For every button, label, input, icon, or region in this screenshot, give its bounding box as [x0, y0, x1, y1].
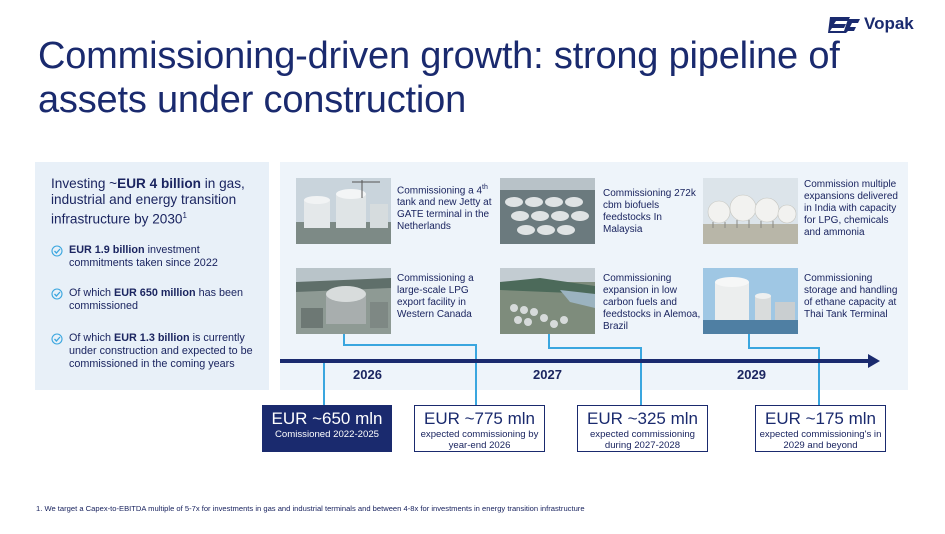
bullet-commitments: EUR 1.9 billion investment commitments taken since 2022: [51, 244, 261, 270]
amount-box-2029: EUR ~175 mln expected commissioning's in 2029 and beyond: [755, 405, 886, 452]
logo-text: Vopak: [864, 14, 914, 33]
connector-brazil-run: [548, 347, 642, 349]
project-caption-malaysia: Commissioning 272k cbm biofuels feedstocks In Malaysia: [603, 188, 696, 235]
connector-brazil-drop: [548, 334, 550, 348]
connector-775: [475, 344, 477, 406]
check-circle-icon: [51, 333, 63, 345]
year-label: 2027: [533, 367, 562, 382]
check-circle-icon: [51, 288, 63, 300]
investment-headline: Investing ~EUR 4 billion in gas, industrial and energy transition infrastructure by 2030$^1$: [51, 176, 245, 227]
lpg-terminal-photo: [296, 268, 391, 334]
coastal-terminal-photo: [500, 268, 595, 334]
year-label: 2029: [737, 367, 766, 382]
slide-title: Commissioning-driven growth: strong pipeline of assets under construction: [38, 35, 840, 121]
connector-650: [323, 361, 325, 406]
spherical-tanks-photo: [703, 178, 798, 244]
connector-thai-run: [748, 347, 820, 349]
amount-box-2027-2028: EUR ~325 mln expected commissioning during 2027-2028: [577, 405, 708, 452]
connector-thai-drop: [748, 334, 750, 348]
project-caption-thailand: Commissioning storage and handling of ethane capacity at Thai Tank Terminal: [804, 273, 898, 320]
check-circle-icon: [51, 245, 63, 257]
project-caption-canada: Commissioning a large-scale LPG export facility in Western Canada: [397, 273, 474, 320]
year-label: 2026: [353, 367, 382, 382]
connector-325: [640, 347, 642, 406]
timeline-bar: [280, 359, 870, 363]
vopak-logo-icon: [828, 15, 860, 33]
timeline-arrow-icon: [868, 354, 880, 368]
project-caption-brazil: Commissioning expansion in low carbon fuels and feedstocks in Alemoa, Brazil: [603, 273, 701, 332]
project-caption-gate: Commissioning a 4th tank and new Jetty at GATE terminal in the Netherlands: [397, 184, 492, 233]
bullet-commissioned: Of which EUR 650 million has been commissioned: [51, 287, 261, 313]
vopak-logo: [828, 14, 914, 34]
footnote: 1. We target a Capex-to-EBITDA multiple of 5-7x for investments in gas and industrial terminals and between 4-8x for investments in energy transition infrastructure: [36, 504, 585, 513]
amount-box-commissioned: EUR ~650 mln Comissioned 2022-2025: [262, 405, 392, 452]
amount-box-2026: EUR ~775 mln expected commissioning by year-end 2026: [414, 405, 545, 452]
project-caption-india: Commission multiple expansions delivered in India with capacity for LPG, chemicals and ammonia: [804, 179, 898, 238]
lng-tanks-photo: [296, 178, 391, 244]
connector-canada-run: [343, 344, 477, 346]
bullet-under-construction: Of which EUR 1.3 billion is currently under construction and expected to be commissioned in the coming years: [51, 332, 261, 371]
ethane-tank-photo: [703, 268, 798, 334]
connector-175: [818, 347, 820, 406]
tank-farm-photo: [500, 178, 595, 244]
